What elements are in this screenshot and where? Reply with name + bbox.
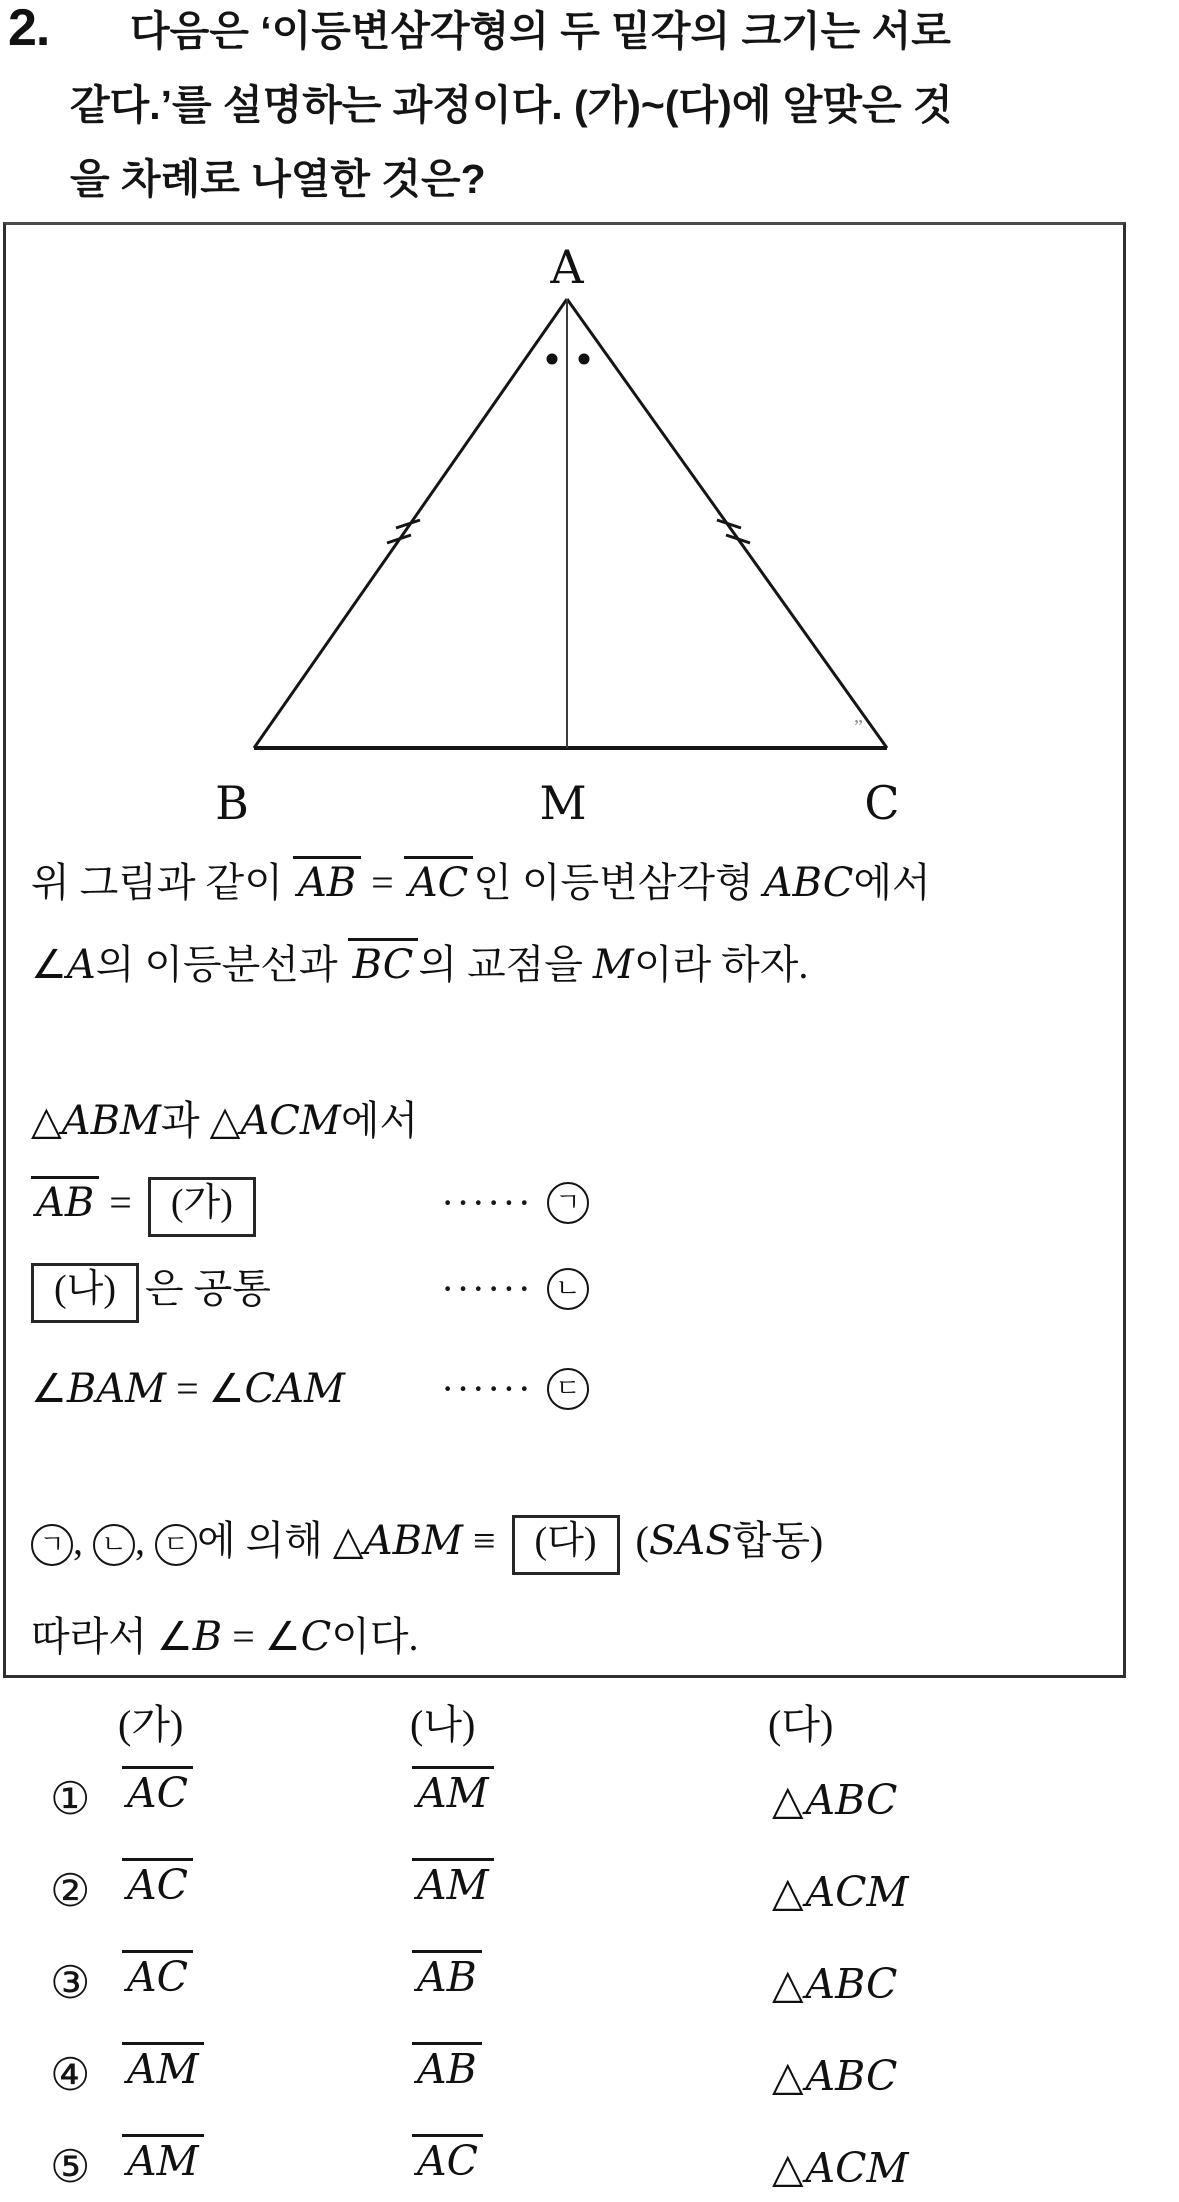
choice-row-2[interactable] — [0, 1856, 1179, 1928]
question-text-line-2: 같다.’를 설명하는 과정이다. (가)~(다)에 알맞은 것 — [70, 82, 953, 128]
triangle-abm-name: ABM — [363, 1518, 463, 1564]
vertex-c-label: C — [864, 776, 900, 830]
angle-symbol: ∠ — [156, 1614, 193, 1660]
proof-text: 에서 — [340, 1098, 419, 1143]
choice-number[interactable]: ② — [50, 1864, 91, 1917]
choice-value-da — [772, 2144, 909, 2192]
angle-symbol: ∠ — [264, 1614, 301, 1660]
angle-c-ref: C — [300, 1614, 332, 1660]
proof-text: ( — [625, 1518, 649, 1563]
angle-symbol: ∠ — [31, 1366, 67, 1412]
choice-value-na: AC — [412, 2134, 483, 2185]
equals-sign: = — [222, 1614, 265, 1659]
choice-value-na: AB — [412, 1950, 482, 2001]
triangle-symbol: △ — [332, 1518, 364, 1564]
leader-3 — [441, 1361, 589, 1417]
triangle-abm-name: ABM — [61, 1098, 162, 1144]
triangle-figure — [6, 225, 1123, 840]
leader-dots: ······ — [441, 1366, 533, 1411]
equals-sign: = — [99, 1180, 142, 1225]
choice-row-5[interactable] — [0, 2132, 1179, 2202]
segment-bc-overline: BC — [348, 938, 419, 988]
choice-value-na: AM — [412, 1766, 494, 1817]
choice-value-ga: AM — [122, 2134, 204, 2185]
congruent-sign: ≡ — [462, 1518, 506, 1563]
proof-text: 인 이등변삼각형 — [473, 860, 764, 905]
angle-dot-right — [579, 354, 590, 365]
equals-sign: = — [361, 860, 404, 905]
blank-box-da: (다) — [512, 1515, 620, 1575]
proof-text: , — [135, 1518, 155, 1563]
proof-line-statement-3 — [31, 1361, 1115, 1417]
choice-value-na: AB — [412, 2042, 482, 2093]
proof-line-triangles — [31, 1093, 1115, 1149]
proof-text: 과 — [161, 1098, 210, 1143]
triangle-name: ACM — [805, 1868, 909, 1916]
ref-circle-nieun: ㄴ — [547, 1268, 589, 1310]
choice-value-ga: AC — [122, 1858, 193, 1909]
choices-header-ga: (가) — [118, 1702, 184, 1747]
choice-row-3[interactable] — [0, 1948, 1179, 2020]
triangle-symbol: △ — [772, 1868, 804, 1916]
ref-circle-nieun: ㄴ — [93, 1524, 135, 1566]
proof-box — [3, 222, 1126, 1678]
triangle-symbol: △ — [31, 1098, 62, 1144]
sas-label: SAS — [648, 1518, 733, 1564]
triangle-acm-name: ACM — [240, 1098, 341, 1144]
choice-row-1[interactable] — [0, 1764, 1179, 1836]
proof-line-statement-1 — [31, 1175, 1115, 1237]
blank-box-ga: (가) — [148, 1177, 256, 1237]
angle-dot-left — [547, 354, 558, 365]
proof-line-conclusion — [31, 1609, 1115, 1665]
choice-value-ga: AC — [122, 1766, 193, 1817]
ref-circle-digeut: ㄷ — [547, 1368, 589, 1410]
segment-ac-overline: AC — [404, 856, 474, 906]
choices-header-na: (나) — [410, 1702, 476, 1747]
proof-text: 의 이등분선과 — [95, 942, 348, 987]
proof-text: 은 공통 — [145, 1266, 271, 1311]
choice-row-4[interactable] — [0, 2040, 1179, 2112]
angle-b-ref: B — [192, 1614, 223, 1660]
proof-text: 이다. — [331, 1614, 419, 1659]
triangle-name: ABC — [805, 2052, 898, 2100]
proof-line-given — [31, 855, 1115, 911]
triangle-symbol: △ — [772, 1776, 804, 1824]
triangle-symbol: △ — [772, 2144, 804, 2192]
triangle-symbol: △ — [772, 2052, 804, 2100]
proof-line-bisector — [31, 937, 1115, 993]
triangle-name: ABC — [805, 1960, 898, 2008]
choice-value-ga: AC — [122, 1950, 193, 2001]
ref-circle-giyeok: ㄱ — [547, 1182, 589, 1224]
corner-scan-mark: ” — [854, 716, 863, 738]
proof-line-statement-2 — [31, 1261, 1115, 1323]
choice-value-da — [772, 1776, 897, 1824]
angle-bam-ref: BAM — [66, 1366, 167, 1412]
point-m-ref: M — [592, 942, 634, 988]
vertex-a-ref: A — [66, 942, 96, 988]
triangle-symbol: △ — [209, 1098, 241, 1144]
leader-dots: ······ — [441, 1180, 533, 1225]
angle-symbol: ∠ — [31, 942, 67, 988]
choice-number[interactable]: ④ — [50, 2048, 91, 2101]
leader-1 — [441, 1175, 589, 1231]
leader-dots: ······ — [441, 1266, 533, 1311]
proof-text: 에서 — [853, 860, 931, 905]
choice-value-ga: AM — [122, 2042, 204, 2093]
choice-number[interactable]: ⑤ — [50, 2140, 91, 2193]
proof-text: 이라 하자. — [633, 942, 809, 987]
triangle-name: ABC — [805, 1776, 898, 1824]
proof-text: 에 의해 — [197, 1518, 333, 1563]
vertex-b-label: B — [215, 776, 249, 830]
question-number: 2. — [8, 0, 50, 57]
equals-sign: = — [166, 1366, 209, 1411]
question-text — [70, 0, 1145, 216]
triangle-name: ACM — [805, 2144, 909, 2192]
proof-text: , — [73, 1518, 93, 1563]
proof-text: 위 그림과 같이 — [31, 860, 293, 905]
question-text-line-3: 을 차례로 나열한 것은? — [70, 156, 486, 202]
triangle-abc-name: ABC — [763, 860, 854, 906]
choice-number[interactable]: ③ — [50, 1956, 91, 2009]
proof-text: 합동) — [732, 1518, 824, 1563]
segment-ab-overline: AB — [293, 856, 361, 906]
vertex-m-label: M — [539, 776, 587, 830]
angle-symbol: ∠ — [208, 1366, 245, 1412]
choice-value-da — [772, 2052, 897, 2100]
triangle-symbol: △ — [772, 1960, 804, 2008]
choice-value-na: AM — [412, 1858, 494, 1909]
blank-box-na: (나) — [31, 1263, 139, 1323]
choices-header-da: (다) — [768, 1702, 834, 1747]
proof-text: 의 교점을 — [418, 942, 593, 987]
proof-text: 따라서 — [31, 1614, 157, 1659]
segment-ab-overline: AB — [31, 1176, 99, 1226]
choice-value-da — [772, 1960, 897, 2008]
choice-value-da — [772, 1868, 909, 1916]
ref-circle-digeut: ㄷ — [155, 1524, 197, 1566]
ref-circle-giyeok: ㄱ — [31, 1524, 73, 1566]
choice-number[interactable]: ① — [50, 1772, 91, 1825]
angle-cam-ref: CAM — [244, 1366, 345, 1412]
proof-line-congruence — [31, 1513, 1115, 1575]
triangle-figure-svg — [6, 225, 1123, 840]
vertex-a-label: A — [550, 240, 584, 294]
leader-2 — [441, 1261, 589, 1317]
question-text-line-1: 다음은 ‘이등변삼각형의 두 밑각의 크기는 서로 — [130, 8, 951, 54]
